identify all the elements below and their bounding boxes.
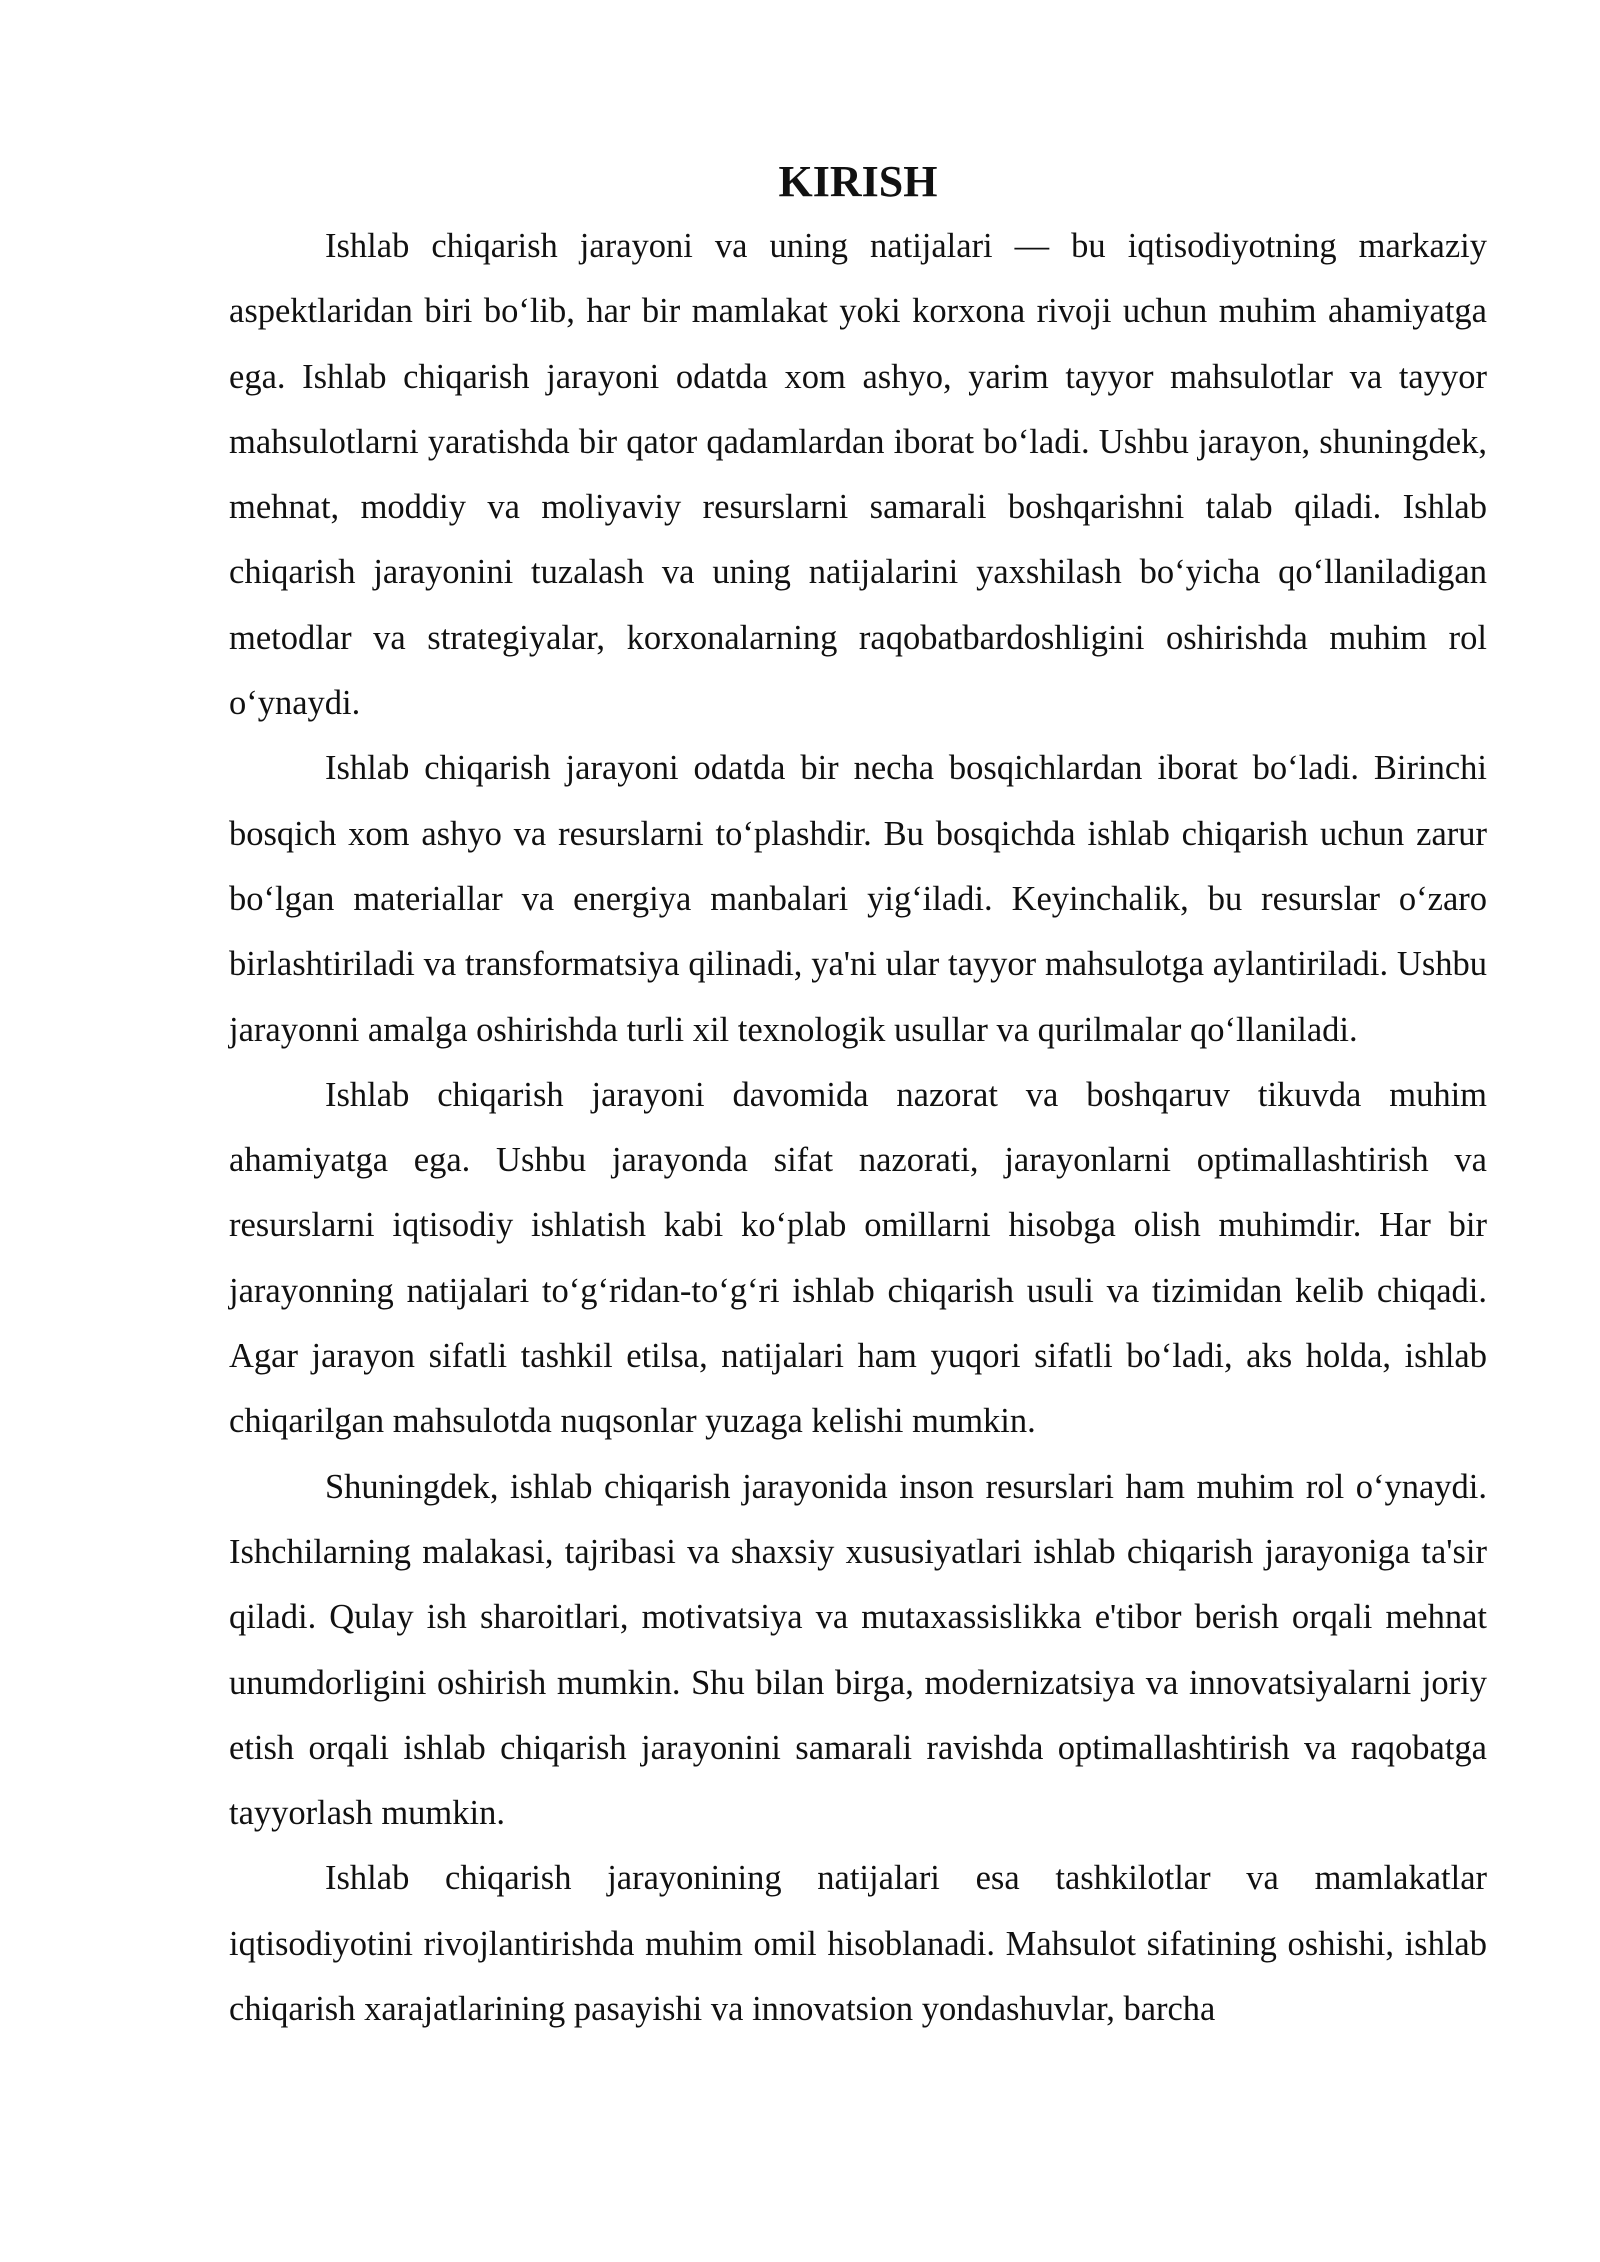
paragraph-5: Ishlab chiqarish jarayonining natijalari esa tashkilotlar va mamlakatlar iqtisodiyotini rivojlantirishda muhim omil hisoblanadi. Mahsulot sifatining oshishi, ishlab chiqarish xarajatlarining pasayishi va innovatsion yondashuvlar, barcha <box>229 1859 1487 2029</box>
paragraph-2: Ishlab chiqarish jarayoni odatda bir necha bosqichlardan iborat bo‘ladi. Birinchi bosqich xom ashyo va resurslarni to‘plashdir. Bu bosqichda ishlab chiqarish uchun zarur bo‘lgan materiallar va energiya manbalari yig‘iladi. Keyinchalik, bu resurslar o‘zaro birlashtiriladi va transformatsiya qilinadi, ya'ni ular tayyor mahsulotga aylantiriladi. Ushbu jarayonni amalga oshirishda turli xil texnologik usullar va qurilmalar qo‘llaniladi. <box>229 749 1487 1049</box>
paragraph-4: Shuningdek, ishlab chiqarish jarayonida inson resurslari ham muhim rol o‘ynaydi. Ishchilarning malakasi, tajribasi va shaxsiy xususiyatlari ishlab chiqarish jarayoniga ta'sir qiladi. Qulay ish sharoitlari, motivatsiya va mutaxassislikka e'tibor berish orqali mehnat unumdorligini oshirish mumkin. Shu bilan birga, modernizatsiya va innovatsiyalarni joriy etish orqali ishlab chiqarish jarayonini samarali ravishda optimallashtirish va raqobatga tayyorlash mumkin. <box>229 1467 1487 1833</box>
document-body <box>229 150 1487 2042</box>
paragraph-3: Ishlab chiqarish jarayoni davomida nazorat va boshqaruv tikuvda muhim ahamiyatga ega. Ushbu jarayonda sifat nazorati, jarayonlarni optimallashtirish va resurslarni iqtisodiy ishlatish kabi ko‘plab omillarni hisobga olish muhimdir. Har bir jarayonning natijalari to‘g‘ridan-to‘g‘ri ishlab chiqarish usuli va tizimidan kelib chiqadi. Agar jarayon sifatli tashkil etilsa, natijalari ham yuqori sifatli bo‘ladi, aks holda, ishlab chiqarilgan mahsulotda nuqsonlar yuzaga kelishi mumkin. <box>229 1075 1487 1441</box>
page-title: KIRISH <box>778 157 938 206</box>
paragraph-1: Ishlab chiqarish jarayoni va uning natijalari — bu iqtisodiyotning markaziy aspektlaridan biri bo‘lib, har bir mamlakat yoki korxona rivoji uchun muhim ahamiyatga ega. Ishlab chiqarish jarayoni odatda xom ashyo, yarim tayyor mahsulotlar va tayyor mahsulotlarni yaratishda bir qator qadamlardan iborat bo‘ladi. Ushbu jarayon, shuningdek, mehnat, moddiy va moliyaviy resurslarni samarali boshqarishni talab qiladi. Ishlab chiqarish jarayonini tuzalash va uning natijalarini yaxshilash bo‘yicha qo‘llaniladigan metodlar va strategiyalar, korxonalarning raqobatbardoshligini oshirishda muhim rol o‘ynaydi. <box>229 227 1487 723</box>
